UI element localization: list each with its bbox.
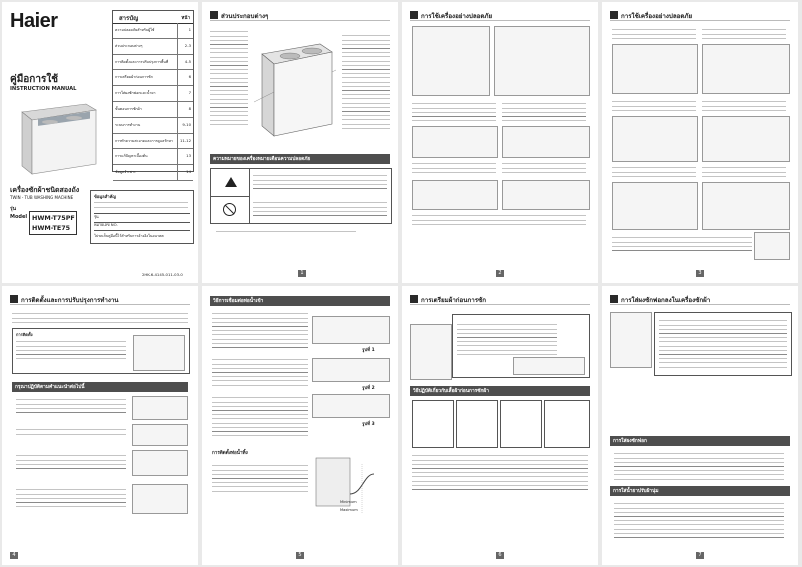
brand-logo: Haier <box>10 10 58 32</box>
toc-row <box>113 70 193 86</box>
max-label: Maximum <box>340 508 358 512</box>
toc-row-page: 11-12 <box>179 137 191 143</box>
model-2: HWM-TE75 <box>32 224 71 232</box>
toc-row-page: 2-3 <box>184 42 191 48</box>
safety-symbols-bar: ความหมายของเครื่องหมายเตือนความปลอดภัย <box>210 154 390 164</box>
toc-row-label: ระบบการทำงาน <box>115 122 141 127</box>
page-installation <box>2 286 198 565</box>
toc-row-label: ความปลอดภัยสำหรับผู้ใช้ <box>115 28 155 32</box>
toc-row-label: การทำความสะอาดและการดูแลรักษา <box>115 138 173 143</box>
product-name-th: เครื่องซักผ้าชนิดสองถัง <box>10 186 80 194</box>
toc-title: สารบัญ <box>119 15 139 22</box>
toc-row <box>113 23 193 39</box>
model-label-th: รุ่น <box>10 206 17 212</box>
parts-diagram <box>254 32 336 144</box>
model-box <box>29 211 77 235</box>
page-safety-2 <box>602 2 798 283</box>
page-title: ส่วนประกอบต่างๆ <box>221 13 269 20</box>
important-note-box <box>90 190 194 244</box>
toc-row-label: การแก้ปัญหาเบื้องต้น <box>115 154 148 159</box>
page-hoses <box>202 286 398 565</box>
page-title: การติดตั้งและการปรับปรุงการทำงาน <box>21 297 119 304</box>
drain-hose-heading: การติดตั้งท่อน้ำทิ้ง <box>212 451 248 456</box>
prep-guide-bar: วิธีปฏิบัติเกี่ยวกับเสื้อผ้าก่อนการซักผ้า <box>410 386 590 396</box>
page-detergent <box>602 286 798 565</box>
product-name-en: TWIN - TUB WASHING MACHINE <box>10 195 74 200</box>
toc-row-label: ขั้นตอนการซักผ้า <box>115 106 142 111</box>
toc-row <box>113 149 193 165</box>
toc-row-page: 4-5 <box>184 58 191 64</box>
page-number: 5 <box>296 552 304 559</box>
toc-row-page: 7 <box>188 90 191 96</box>
page-number: 3 <box>696 270 704 277</box>
manual-subtitle: INSTRUCTION MANUAL <box>10 86 77 92</box>
model-1: HWM-T75PF <box>32 214 75 222</box>
install-guide-bar: กรุณาปฏิบัติตามคำแนะนำต่อไปนี้ <box>12 382 188 392</box>
toc-row <box>113 39 193 55</box>
toc-row-page: 13 <box>186 153 191 159</box>
page-title: การใช้เครื่องอย่างปลอดภัย <box>621 13 693 20</box>
toc-row-label: ส่วนประกอบต่างๆ <box>115 43 143 48</box>
toc-row-page: 9-10 <box>182 121 191 127</box>
toc-row <box>113 102 193 118</box>
toc-row <box>113 55 193 71</box>
install-section-title: การติดตั้ง <box>16 332 33 337</box>
note-footer: โปรดเก็บคู่มือนี้ไว้สำหรับการอ้างอิงในอนาคต <box>94 234 164 238</box>
page-number: 1 <box>298 270 306 277</box>
figure-1-label: รูปที่ 1 <box>362 348 375 353</box>
min-label: Minimum <box>340 500 357 504</box>
toc-row-page: 6 <box>188 74 191 80</box>
page-safety-1 <box>402 2 598 283</box>
page-title: การใส่ผงซักฟอกลงในเครื่องซักผ้า <box>621 297 711 304</box>
toc-row-page: 14 <box>186 169 191 175</box>
toc-row <box>113 165 193 181</box>
toc-row <box>113 134 193 150</box>
toc-row-page: 8 <box>188 105 191 111</box>
toc-row <box>113 86 193 102</box>
washing-machine-image <box>16 98 100 178</box>
page-number: 2 <box>496 270 504 277</box>
page-parts <box>202 2 398 283</box>
page-title: การใช้เครื่องอย่างปลอดภัย <box>421 13 493 20</box>
manual-title: คู่มือการใช้ <box>10 74 58 85</box>
toc-row-page: 1 <box>188 27 191 32</box>
note-serial-label: หมายเลข NO. <box>94 222 118 227</box>
document-code: 2HK-6-4145-011-03-0 <box>142 272 183 277</box>
toc-row-label: ข้อมูลจำเพาะ <box>115 170 136 175</box>
prohibition-icon <box>223 203 236 216</box>
page-number: 6 <box>496 552 504 559</box>
page-number: 7 <box>696 552 704 559</box>
inlet-hose-bar: วิธีการเชื่อมต่อท่อน้ำเข้า <box>210 296 390 306</box>
softener-bar: การใส่น้ำยาปรับผ้านุ่ม <box>610 486 790 496</box>
detergent-bar: การใส่ผงซักฟอก <box>610 436 790 446</box>
toc-row-label: การใส่ผงซักฟอกและน้ำยา <box>115 91 156 96</box>
figure-2-label: รูปที่ 2 <box>362 386 375 391</box>
toc-row-label: การติดตั้งและการปรับปรุงการพื้นที่ <box>115 59 169 64</box>
page-title: การเตรียมผ้าก่อนการซัก <box>421 297 486 304</box>
toc-row <box>113 118 193 134</box>
woman-detergent-illustration <box>610 312 652 368</box>
note-model-label: รุ่น <box>94 214 99 219</box>
page-number: 4 <box>10 552 18 559</box>
page-preparation <box>402 286 598 565</box>
woman-illustration <box>410 324 452 380</box>
toc-page-header: หน้า <box>181 16 190 21</box>
figure-3-label: รูปที่ 3 <box>362 422 375 427</box>
cover-page <box>2 2 198 283</box>
table-of-contents <box>112 10 194 175</box>
note-header: ข้อมูลสำคัญ <box>94 194 116 199</box>
toc-row-label: การเตรียมผ้าก่อนการซัก <box>115 75 153 80</box>
warning-triangle-icon <box>225 177 237 187</box>
model-label: Model <box>10 214 28 220</box>
